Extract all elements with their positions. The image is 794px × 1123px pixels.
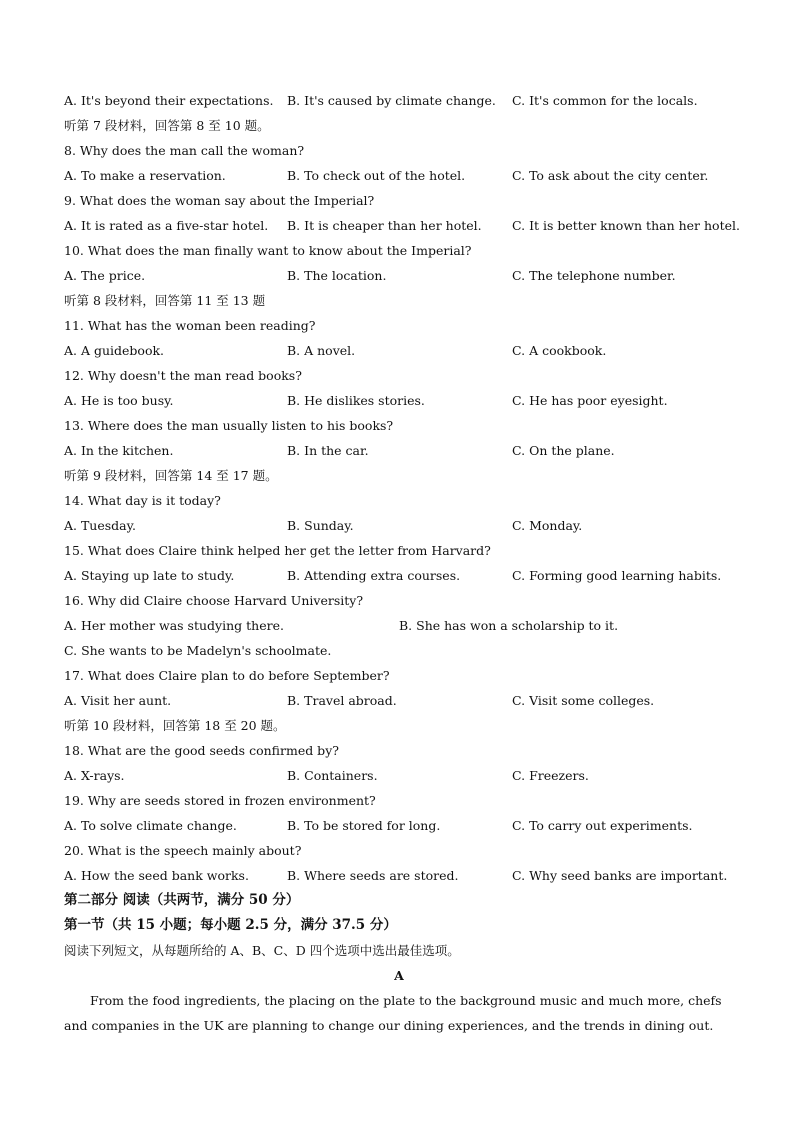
option-b: B. It is cheaper than her hotel. xyxy=(287,218,482,233)
option-a: A. Tuesday. xyxy=(64,518,137,533)
text-line xyxy=(64,838,734,863)
text-line xyxy=(64,538,734,563)
option-c: C. Visit some colleges. xyxy=(512,693,655,708)
option-a: A. It's beyond their expectations. xyxy=(64,93,274,108)
option-c: C. It is better known than her hotel. xyxy=(512,218,740,233)
text-line xyxy=(64,663,734,688)
option-c: C. Why seed banks are important. xyxy=(512,868,728,883)
question-text: 8. Why does the man call the woman? xyxy=(64,143,305,158)
option-b: B. In the car. xyxy=(287,443,369,458)
question-text: C. She wants to be Madelyn's schoolmate. xyxy=(64,643,332,658)
text-line xyxy=(64,238,734,263)
option-c: C. On the plane. xyxy=(512,443,615,458)
question-text: 阅读下列短文，从每题所给的 A、B、C、D 四个选项中选出最佳选项。 xyxy=(64,943,460,958)
question-text: 12. Why doesn't the man read books? xyxy=(64,368,302,383)
text-line xyxy=(64,938,734,963)
option-c: C. Freezers. xyxy=(512,768,589,783)
options-row xyxy=(64,338,734,363)
text-line xyxy=(64,288,734,313)
option-a: A. Staying up late to study. xyxy=(64,568,235,583)
text-line xyxy=(64,588,734,613)
option-c: C. To carry out experiments. xyxy=(512,818,693,833)
document-page xyxy=(64,88,740,1038)
options-row xyxy=(64,813,734,838)
question-text: 听第 8 段材料，回答第 11 至 13 题 xyxy=(64,293,266,308)
options-row xyxy=(64,688,734,713)
option-c: C. Forming good learning habits. xyxy=(512,568,722,583)
option-b: B. Containers. xyxy=(287,768,378,783)
options-row xyxy=(64,388,734,413)
passage-letter: A xyxy=(394,968,404,983)
text-line xyxy=(64,413,734,438)
option-a: A. The price. xyxy=(64,268,146,283)
question-text: 20. What is the speech mainly about? xyxy=(64,843,302,858)
option-b: B. To be stored for long. xyxy=(287,818,441,833)
option-b: B. It's caused by climate change. xyxy=(287,93,496,108)
option-a: A. It is rated as a five-star hotel. xyxy=(64,218,269,233)
option-a: A. How the seed bank works. xyxy=(64,868,249,883)
option-c: C. The telephone number. xyxy=(512,268,676,283)
options-row xyxy=(64,263,734,288)
text-line xyxy=(64,638,734,663)
options-row xyxy=(64,213,740,238)
center-line xyxy=(64,963,734,988)
option-b: B. Attending extra courses. xyxy=(287,568,461,583)
option-b: B. To check out of the hotel. xyxy=(287,168,466,183)
option-b: B. Sunday. xyxy=(287,518,354,533)
option-c: C. He has poor eyesight. xyxy=(512,393,668,408)
question-text: 13. Where does the man usually listen to his books? xyxy=(64,418,394,433)
text-line xyxy=(64,713,734,738)
option-a: A. A guidebook. xyxy=(64,343,165,358)
option-c: C. It's common for the locals. xyxy=(512,93,698,108)
option-a: A. Her mother was studying there. xyxy=(64,618,284,633)
option-b: B. Travel abroad. xyxy=(287,693,397,708)
section-line xyxy=(64,913,734,938)
option-c: C. To ask about the city center. xyxy=(512,168,709,183)
text-line xyxy=(64,138,734,163)
option-a: A. Visit her aunt. xyxy=(64,693,172,708)
option-b: B. A novel. xyxy=(287,343,356,358)
question-text: 17. What does Claire plan to do before September? xyxy=(64,668,390,683)
question-text: 听第 10 段材料，回答第 18 至 20 题。 xyxy=(64,718,286,733)
options-row xyxy=(64,438,734,463)
question-text: 听第 9 段材料，回答第 14 至 17 题。 xyxy=(64,468,278,483)
section-line xyxy=(64,888,734,913)
question-text: 11. What has the woman been reading? xyxy=(64,318,316,333)
option-b: B. The location. xyxy=(287,268,387,283)
option-c: C. A cookbook. xyxy=(512,343,607,358)
option-c: C. Monday. xyxy=(512,518,583,533)
section-heading: 第一节（共 15 小题；每小题 2.5 分，满分 37.5 分） xyxy=(64,917,397,933)
question-text: 16. Why did Claire choose Harvard University? xyxy=(64,593,364,608)
question-text: 9. What does the woman say about the Imperial? xyxy=(64,193,375,208)
text-line xyxy=(64,313,734,338)
question-text: 15. What does Claire think helped her get the letter from Harvard? xyxy=(64,543,491,558)
options-row xyxy=(64,513,734,538)
options-row xyxy=(64,563,734,588)
question-text: 19. Why are seeds stored in frozen environment? xyxy=(64,793,376,808)
option-a: A. X-rays. xyxy=(64,768,125,783)
option-a: A. To make a reservation. xyxy=(64,168,226,183)
options-row xyxy=(64,763,734,788)
section-heading: 第二部分 阅读（共两节，满分 50 分） xyxy=(64,892,300,908)
option-a: A. In the kitchen. xyxy=(64,443,174,458)
text-line xyxy=(64,113,734,138)
option-b: B. Where seeds are stored. xyxy=(287,868,459,883)
para-line xyxy=(64,988,734,1038)
options-row xyxy=(64,613,734,638)
option-b: B. She has won a scholarship to it. xyxy=(399,618,619,633)
passage-paragraph: From the food ingredients, the placing on the plate to the background music and much more, chefs and companies in the UK are planning to change our dining experiences, and the trends in dining out. xyxy=(64,993,722,1033)
option-a: A. To solve climate change. xyxy=(64,818,237,833)
option-b: B. He dislikes stories. xyxy=(287,393,425,408)
text-line xyxy=(64,738,734,763)
options-row xyxy=(64,88,734,113)
option-a: A. He is too busy. xyxy=(64,393,174,408)
question-text: 18. What are the good seeds confirmed by? xyxy=(64,743,339,758)
options-row xyxy=(64,163,734,188)
question-text: 听第 7 段材料，回答第 8 至 10 题。 xyxy=(64,118,270,133)
options-row xyxy=(64,863,734,888)
question-text: 10. What does the man finally want to know about the Imperial? xyxy=(64,243,472,258)
text-line xyxy=(64,463,734,488)
text-line xyxy=(64,788,734,813)
text-line xyxy=(64,488,734,513)
text-line xyxy=(64,363,734,388)
question-text: 14. What day is it today? xyxy=(64,493,221,508)
text-line xyxy=(64,188,734,213)
